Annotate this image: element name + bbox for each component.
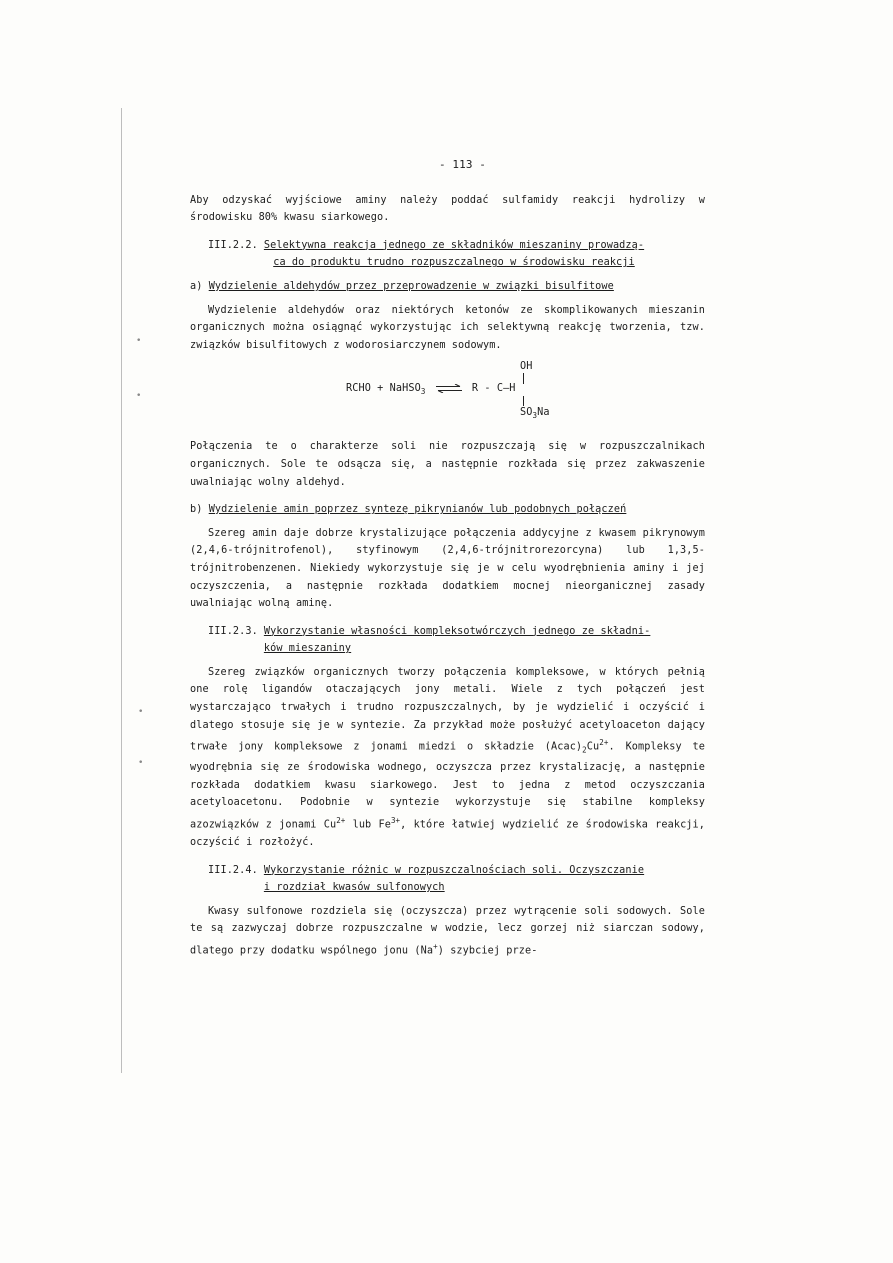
paragraph-complexes: Szereg związków organicznych tworzy połączenia kompleksowe, w których pełnią one rolę ligandów otaczających jony metali. Wiele z tych połączeń jest wystarczająco trwałych i trudno rozpuszczalnych, by je wydzielić i oczyścić i dlatego stosuje się je w syntezie. Za przykład może posłużyć acetyloaceton dający trwałe jony kompleksowe z jonami miedzi o składzie $(Acac)_2Cu^{2+}$. Kompleksy te wyodrębnia się ze środowiska wodnego, oczyszcza przez krystalizację, a następnie rozkłada dodatkiem kwasu siarkowego. Jest to jedna z metod oczyszczania acetyloacetonu. Podobnie w syntezie wykorzystuje się stabilne kompleksy azozwiązków z jonami $Cu^{2+}$ lub $Fe^{3+}$, które łatwiej wydzielić ze środowiska reakcji, oczyścić i rozłożyć. <box>190 666 705 849</box>
section-title-line: Selektywna reakcja jednego ze składników mieszaniny prowadzą- <box>263 239 645 251</box>
section-title-line: Wykorzystanie własności kompleksotwórczych jednego ze składni- <box>263 625 651 637</box>
section-title-line: i rozdział kwasów sulfonowych <box>263 882 445 894</box>
formula-so: SO <box>520 407 533 419</box>
bisulfite-reaction-formula <box>190 358 705 420</box>
subsection-title: Wydzielenie amin poprzez syntezę pikrynianów lub podobnych połączeń <box>208 504 627 516</box>
section-number: III.2.2. <box>208 239 258 251</box>
subsection-b-heading <box>190 501 705 519</box>
page-number: - 113 - <box>438 158 487 171</box>
section-heading-III-2-3 <box>208 623 705 658</box>
subsection-label: a) <box>190 280 203 292</box>
paragraph-sulfonic-acids: Kwasy sulfonowe rozdziela się (oczyszcza) przez wytrącenie soli sodowych. Sole te są zazwyczaj dobrze rozpuszczalne w wodzie, lecz gorzej niż siarczan sodowy, dlatego przy dodatku wspólnego jonu (Na+) szybciej prze- <box>190 905 705 957</box>
scan-speck: • <box>136 391 142 401</box>
formula-right: R - C <box>471 383 504 395</box>
formula-oh: OH <box>520 361 533 373</box>
scan-speck: • <box>138 707 144 717</box>
section-number: III.2.3. <box>208 625 258 637</box>
intro-paragraph: Aby odzyskać wyjściowe aminy należy poddać sulfamidy reakcji hydrolizy w środowisku 80% kwasu siarkowego. <box>190 194 705 224</box>
paragraph-aldehydes: Wydzielenie aldehydów oraz niektórych ketonów ze skomplikowanych mieszanin organicznych można osiągnąć wykorzystując ich selektywną reakcję tworzenia, tzw. związków bisulfitowych z wodorosiarczynem sodowym. <box>190 304 705 351</box>
document-page <box>190 156 705 960</box>
paragraph-salts: Połączenia te o charakterze soli nie rozpuszczają się w rozpuszczalnikach organicznych. Sole te odsącza się, a następnie rozkłada się przez zakwaszenie uwalniając wolny aldehyd. <box>190 441 705 488</box>
section-title-line: ków mieszaniny <box>263 643 352 655</box>
bond-line <box>523 373 524 384</box>
section-title-line: ca do produktu trudno rozpuszczalnego w środowisku reakcji <box>273 257 635 269</box>
paragraph-amines: Szereg amin daje dobrze krystalizujące połączenia addycyjne z kwasem pikrynowym (2,4,6-trójnitrofenol), styfinowym (2,4,6-trójnitrorezorcyna) lub 1,3,5-trójnitrobenzenen. Niekiedy wykorzystuje się je w celu wyodrębnienia aminy i jej oczyszczenia, a następnie rozkłada dodatkiem mocnej nieorganicznej zasady uwalniając wolną aminę. <box>190 527 705 610</box>
section-title-line: Wykorzystanie różnic w rozpuszczalnościach soli. Oczyszczanie <box>263 864 645 876</box>
subsection-a-heading <box>190 278 705 296</box>
formula-left: RCHO + NaHSO <box>346 383 421 395</box>
scan-speck: • <box>136 336 142 346</box>
left-margin-line <box>121 108 122 1073</box>
formula-h: —H <box>503 383 516 395</box>
equilibrium-arrow-icon <box>436 384 462 393</box>
section-heading-III-2-2 <box>208 237 705 272</box>
subsection-label: b) <box>190 504 203 516</box>
scan-speck: • <box>138 758 144 768</box>
subsection-title: Wydzielenie aldehydów przez przeprowadzenie w związki bisulfitowe <box>208 280 614 292</box>
formula-sub: 3 <box>420 387 426 397</box>
section-number: III.2.4. <box>208 864 258 876</box>
formula-so-sub: 3 <box>532 411 538 421</box>
section-heading-III-2-4 <box>208 862 705 897</box>
formula-na: Na <box>537 407 550 419</box>
